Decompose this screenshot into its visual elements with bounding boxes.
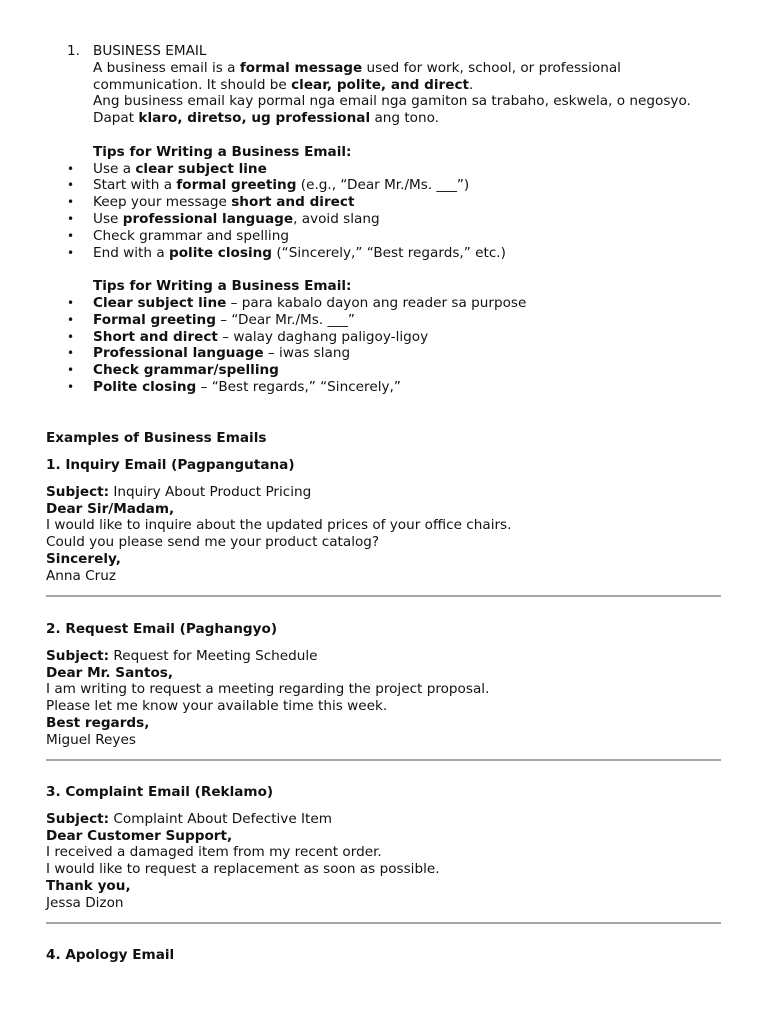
example-subject-line: Subject: Request for Meeting Schedule: [46, 647, 318, 664]
business-email-section: [67, 43, 757, 396]
example-body-line: Could you please send me your product catalog?: [46, 534, 380, 551]
example-closing: Best regards,: [46, 714, 150, 731]
tip-item: • Keep your message short and direct: [67, 194, 757, 211]
tip-item: • Formal greeting – “Dear Mr./Ms. ___”: [67, 312, 757, 329]
tip-item: • Short and direct – walay daghang paligoy-ligoy: [67, 329, 757, 346]
example-title: 3. Complaint Email (Reklamo): [46, 784, 274, 800]
intro-cebuano: Ang business email kay pormal nga email nga gamiton sa trabaho, eskwela, o negosyo.: [93, 93, 691, 110]
example-signature: Miguel Reyes: [46, 731, 136, 748]
divider: [46, 759, 721, 761]
example-greeting: Dear Customer Support,: [46, 827, 233, 844]
example-title: 2. Request Email (Paghangyo): [46, 621, 278, 637]
example-closing: Thank you,: [46, 877, 131, 894]
tip-item: • Start with a formal greeting (e.g., “Dear Mr./Ms. ___”): [67, 177, 757, 194]
examples-heading: Examples of Business Emails: [46, 430, 267, 446]
divider: [46, 922, 721, 924]
intro-cebuano-cont: Dapat klaro, diretso, ug professional ang tono.: [93, 110, 440, 127]
tip-item: • End with a polite closing (“Sincerely,” “Best regards,” etc.): [67, 245, 757, 262]
tip-item: • Use professional language, avoid slang: [67, 211, 757, 228]
tips-heading-english: Tips for Writing a Business Email:: [93, 143, 352, 160]
example-greeting: Dear Sir/Madam,: [46, 500, 175, 517]
next-example: [46, 947, 726, 964]
section-title-line: [67, 43, 757, 60]
tips-list-english: [67, 161, 757, 262]
example-body-line: I would like to request a replacement as soon as possible.: [46, 861, 440, 878]
example-signature: Jessa Dizon: [46, 894, 124, 911]
intro-english: A business email is a formal message used for work, school, or professional: [93, 59, 621, 76]
example-inquiry: [46, 457, 726, 585]
tip-item: • Clear subject line – para kabalo dayon ang reader sa purpose: [67, 295, 757, 312]
example-complaint: [46, 784, 726, 912]
examples-heading-block: [46, 430, 726, 447]
tip-item: • Professional language – iwas slang: [67, 345, 757, 362]
example-signature: Anna Cruz: [46, 567, 117, 584]
example-request: [46, 621, 726, 749]
example-greeting: Dear Mr. Santos,: [46, 664, 174, 681]
example-title: 1. Inquiry Email (Pagpangutana): [46, 457, 295, 473]
example-body-line: I would like to inquire about the updated prices of your office chairs.: [46, 517, 512, 534]
tip-item: • Check grammar/spelling: [67, 362, 757, 379]
example-body-line: I am writing to request a meeting regarding the project proposal.: [46, 681, 490, 698]
divider: [46, 595, 721, 597]
apology-email-heading: 4. Apology Email: [46, 947, 175, 963]
example-subject-line: Subject: Complaint About Defective Item: [46, 810, 332, 827]
tip-item: • Polite closing – “Best regards,” “Sincerely,”: [67, 379, 757, 396]
intro-english-cont: communication. It should be clear, polite, and direct.: [93, 76, 474, 93]
tips-list-cebuano: [67, 295, 757, 396]
example-body-line: I received a damaged item from my recent order.: [46, 844, 382, 861]
tip-item: • Check grammar and spelling: [67, 228, 757, 245]
tips-heading-cebuano: Tips for Writing a Business Email:: [93, 278, 352, 295]
example-closing: Sincerely,: [46, 550, 121, 567]
example-body-line: Please let me know your available time this week.: [46, 698, 388, 715]
section-title: BUSINESS EMAIL: [93, 43, 207, 59]
example-subject-line: Subject: Inquiry About Product Pricing: [46, 483, 312, 500]
tip-item: • Use a clear subject line: [67, 161, 757, 178]
section-number: 1.: [67, 43, 80, 59]
